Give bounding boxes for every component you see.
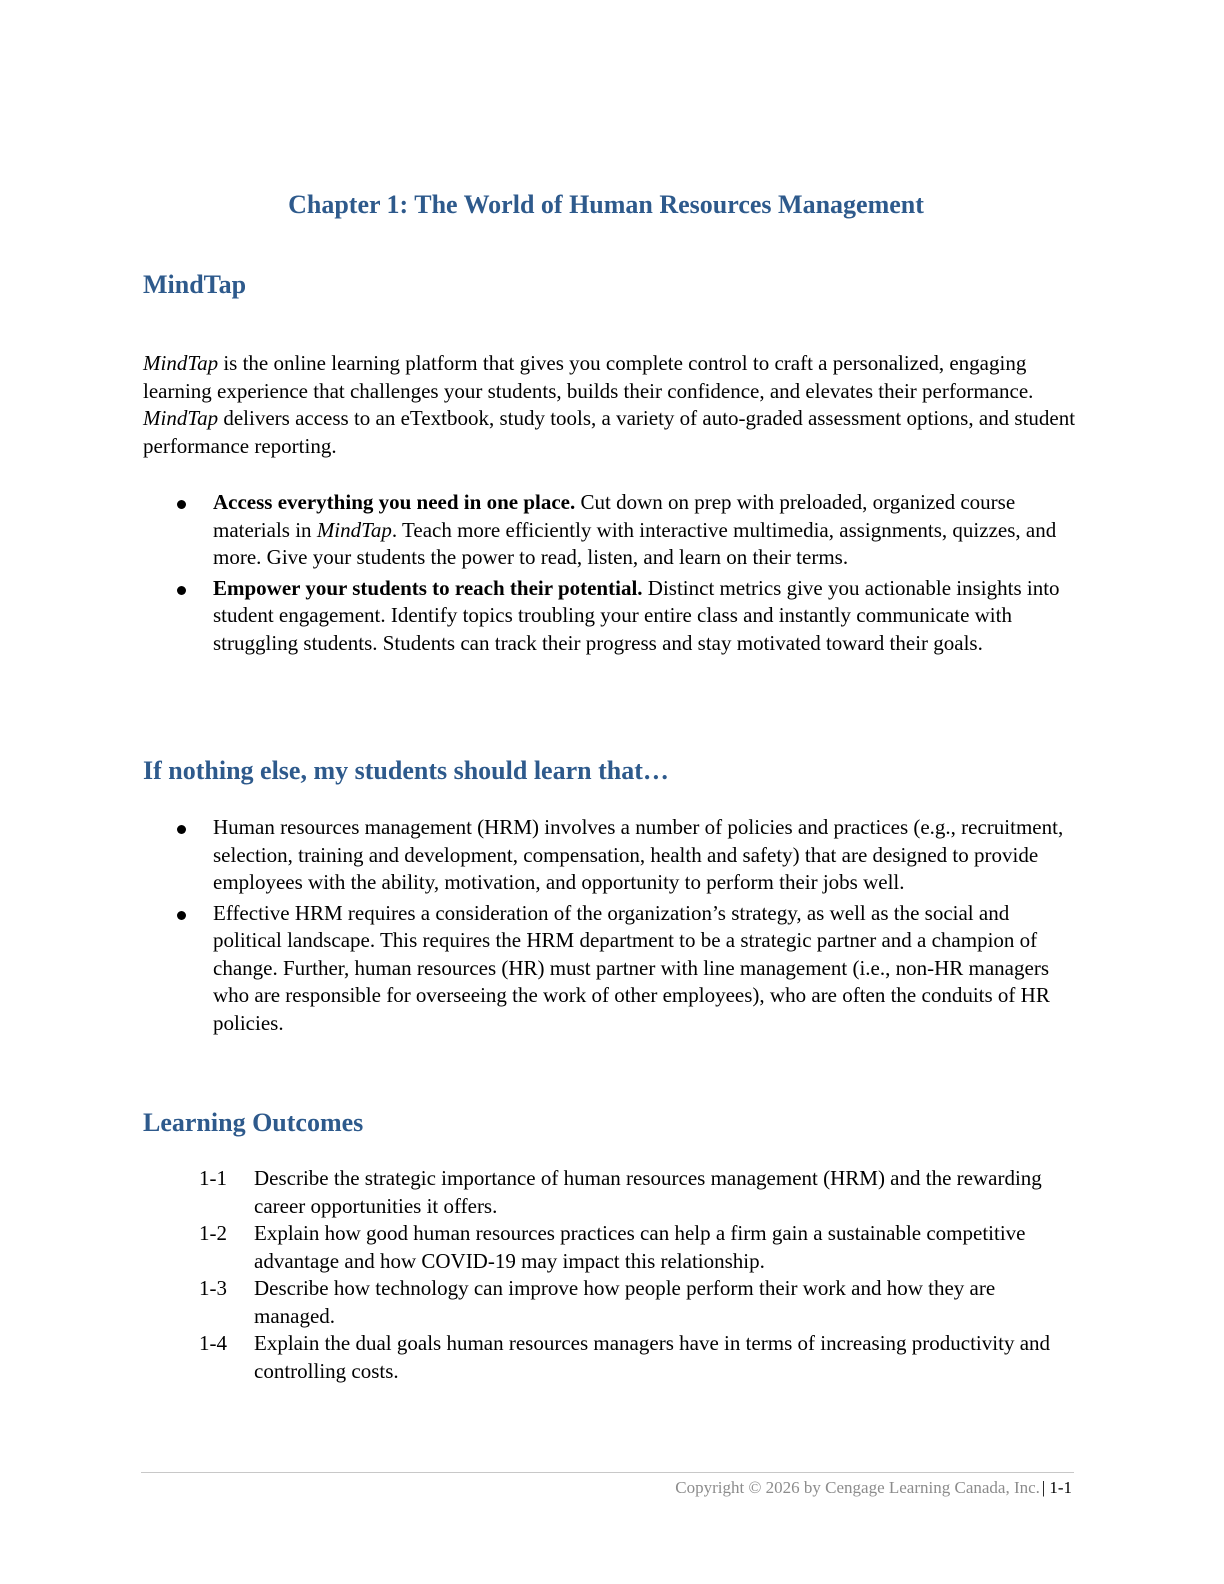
outcome-text: Explain how good human resources practices can help a firm gain a sustainable competitive advantage and how COVID-19 may impact this relationship. bbox=[254, 1221, 1026, 1273]
learn-that-bullet-list bbox=[213, 814, 1083, 1040]
page-footer bbox=[675, 1478, 1072, 1498]
learning-outcomes-list bbox=[199, 1165, 1079, 1385]
chapter-title: Chapter 1: The World of Human Resources Management bbox=[288, 190, 924, 219]
outcome-text: Describe how technology can improve how people perform their work and how they are managed. bbox=[254, 1276, 996, 1328]
outcome-item-1-2 bbox=[199, 1220, 1079, 1275]
mindtap-bullet-1 bbox=[213, 489, 1083, 572]
bullet-text: Human resources management (HRM) involves a number of policies and practices (e.g., recruitment, selection, training and development, compensation, health and safety) that are designed to provide employees with the ability, motivation, and opportunity to perform their jobs well. bbox=[213, 815, 1064, 894]
outcome-text: Describe the strategic importance of human resources management (HRM) and the rewarding career opportunities it offers. bbox=[254, 1166, 1042, 1218]
bullet-text: Effective HRM requires a consideration of the organization’s strategy, as well as the social and political landscape. This requires the HRM department to be a strategic partner and a champion of change. Further, human resources (HR) must partner with line management (i.e., non-HR managers who are responsible for overseeing the work of other employees), who are often the conduits of HR policies. bbox=[213, 900, 1050, 1035]
bullet-icon bbox=[177, 825, 186, 834]
outcome-item-1-1 bbox=[199, 1165, 1079, 1220]
bullet-icon bbox=[177, 911, 186, 920]
mindtap-heading: MindTap bbox=[143, 270, 247, 299]
outcome-number: 1-1 bbox=[199, 1166, 227, 1190]
bullet-bold-lead: Empower your students to reach their potential. bbox=[213, 575, 643, 600]
bullet-icon bbox=[177, 586, 186, 595]
bullet-text: Cut down on prep with preloaded, organized course materials in bbox=[213, 490, 1016, 542]
mindtap-italic-1: MindTap bbox=[143, 351, 219, 375]
mindtap-bullet-list bbox=[213, 489, 1083, 660]
footer-copyright: Copyright © 2026 by Cengage Learning Canada, Inc. bbox=[675, 1478, 1040, 1497]
bullet-icon bbox=[177, 500, 186, 509]
outcome-number: 1-4 bbox=[199, 1331, 227, 1355]
bullet-text: . Teach more efficiently with interactive multimedia, assignments, quizzes, and more. Give your students the power to read, listen, and learn on their terms. bbox=[213, 517, 1057, 569]
footer-page-number: 1-1 bbox=[1049, 1478, 1072, 1497]
footer-separator: | bbox=[1041, 1478, 1046, 1497]
bullet-text: Distinct metrics give you actionable insights into student engagement. Identify topics troubling your entire class and instantly communicate with struggling students. Students can track their progress and stay motivated toward their goals. bbox=[213, 575, 1060, 655]
mindtap-intro-text-2: delivers access to an eTextbook, study tools, a variety of auto-graded assessment options, and student performance reporting. bbox=[143, 406, 1076, 458]
mindtap-intro-paragraph bbox=[143, 350, 1083, 460]
mindtap-intro-text-1: is the online learning platform that gives you complete control to craft a personalized, engaging learning experience that challenges your students, builds their confidence, and elevates their performance. bbox=[143, 351, 1034, 403]
learn-that-heading: If nothing else, my students should learn that… bbox=[143, 756, 669, 785]
outcome-number: 1-2 bbox=[199, 1221, 227, 1245]
bullet-bold-lead: Access everything you need in one place. bbox=[213, 490, 576, 514]
learning-outcomes-heading: Learning Outcomes bbox=[143, 1108, 364, 1137]
bullet-italic: MindTap bbox=[316, 517, 392, 542]
footer-divider bbox=[141, 1472, 1074, 1473]
learn-that-bullet-1 bbox=[213, 814, 1083, 897]
outcome-text: Explain the dual goals human resources managers have in terms of increasing productivity and controlling costs. bbox=[254, 1331, 1051, 1383]
outcome-item-1-4 bbox=[199, 1330, 1079, 1385]
learn-that-bullet-2 bbox=[213, 900, 1083, 1038]
mindtap-bullet-2 bbox=[213, 575, 1083, 658]
outcome-number: 1-3 bbox=[199, 1276, 227, 1300]
mindtap-italic-2: MindTap bbox=[143, 406, 219, 430]
outcome-item-1-3 bbox=[199, 1275, 1079, 1330]
